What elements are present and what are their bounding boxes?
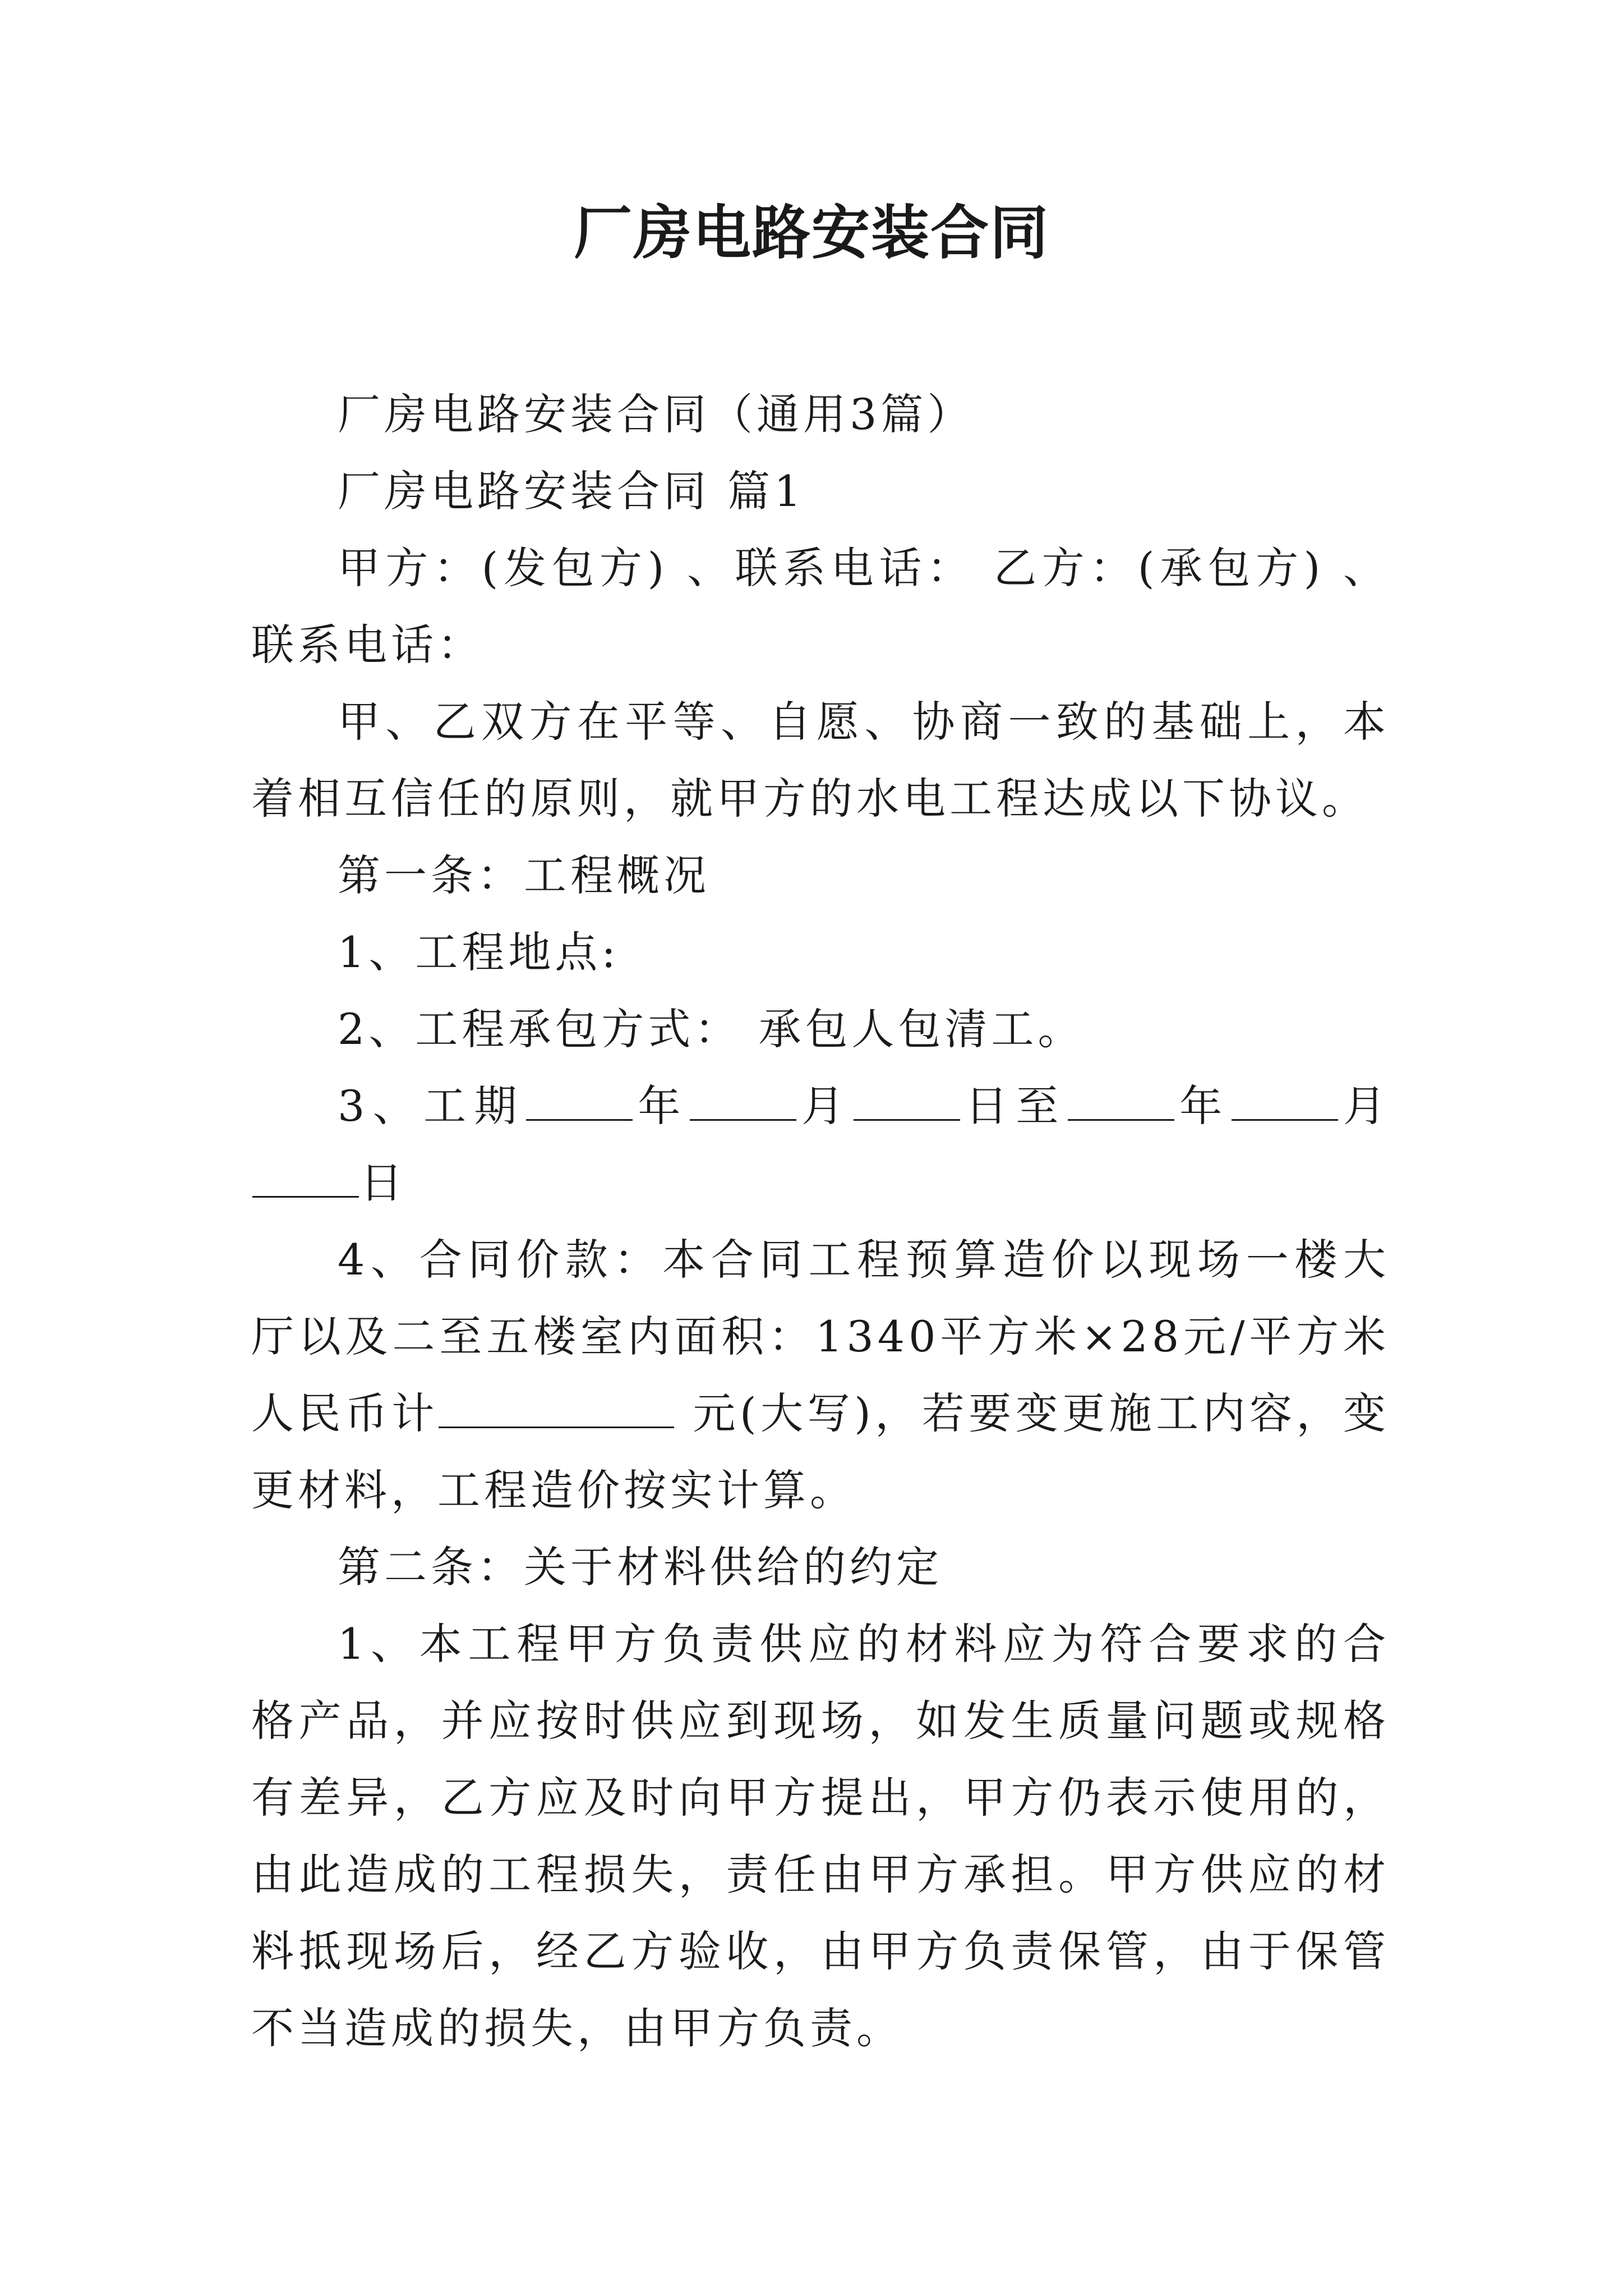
blank-end-month [1232,1083,1338,1121]
paragraph-item-duration [251,1068,1390,1221]
blank-amount-uppercase [439,1391,674,1428]
paragraph-parties: 甲方：(发包方) 、联系电话： 乙方：(承包方) 、联系电话： [251,543,1390,670]
blank-end-year [1068,1083,1174,1121]
duration-day-to: 日至 [961,1081,1067,1131]
duration-year-2: 年 [1175,1081,1230,1131]
blank-start-month [690,1083,796,1121]
duration-month-2: 月 [1339,1081,1390,1131]
price-text-b: 元(大写)，若要变更施工内容，变更材料，工程造价按实计算。 [251,1388,1390,1515]
document-body [251,376,1390,2067]
blank-end-day [252,1160,359,1198]
paragraph-item-price [251,1221,1390,1529]
paragraph-item-location: 1、工程地点: [338,927,620,977]
paragraph-materials-clause: 1、本工程甲方负责供应的材料应为符合要求的合格产品，并应按时供应到现场，如发生质量问题或规格有差异，乙方应及时向甲方提出，甲方仍表示使用的，由此造成的工程损失，责任由甲方承担。甲方供应的材料抵现场后，经乙方验收，由甲方负责保管，由于保管不当造成的损失，由甲方负责。 [251,1619,1390,2053]
duration-year-1: 年 [633,1081,689,1131]
paragraph-item-contract-mode: 2、工程承包方式： 承包人包清工。 [338,1004,1085,1054]
blank-start-day [854,1083,960,1121]
duration-month-1: 月 [797,1081,852,1131]
blank-start-year [526,1083,633,1121]
duration-label: 3、工期 [338,1081,525,1131]
paragraph-part-heading: 厂房电路安装合同 篇1 [338,466,805,516]
duration-day-2: 日 [360,1158,407,1208]
paragraph-article-2-heading: 第二条：关于材料供给的约定 [338,1542,943,1592]
paragraph-subtitle: 厂房电路安装合同（通用3篇） [338,389,974,439]
paragraph-preamble: 甲、乙双方在平等、自愿、协商一致的基础上，本着相互信任的原则，就甲方的水电工程达成以下协议。 [251,697,1390,823]
document-title: 厂房电路安装合同 [573,198,1049,267]
paragraph-article-1-heading: 第一条：工程概况 [338,850,710,900]
price-text-a: 4、合同价款：本合同工程预算造价以现场一楼大厅以及二至五楼室内面积：1340平方米×28元/平方米人民币计 [251,1235,1390,1438]
